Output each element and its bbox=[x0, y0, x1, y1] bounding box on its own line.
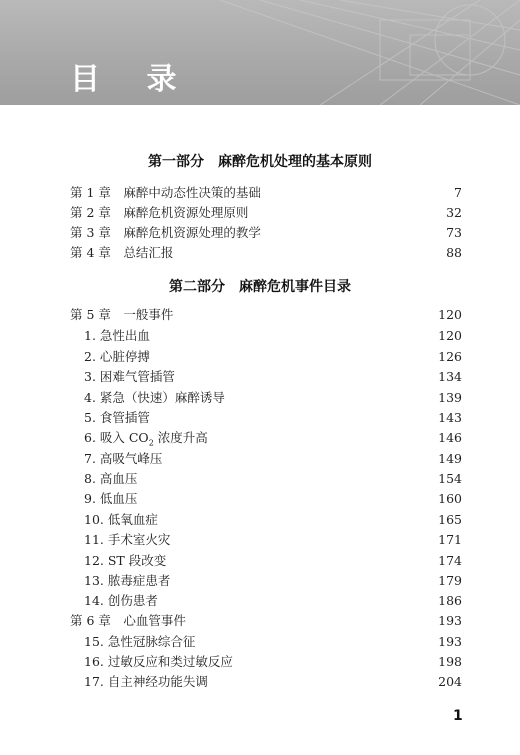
toc-entry[interactable] bbox=[70, 305, 462, 325]
toc-entry-page: 134 bbox=[438, 369, 462, 384]
toc-entry[interactable] bbox=[70, 571, 462, 591]
toc-entry[interactable] bbox=[70, 591, 462, 611]
toc-entry-label: 9. 低血压 bbox=[84, 491, 138, 506]
toc-entry-label: 14. 创伤患者 bbox=[84, 593, 158, 608]
toc-entry-label: 第 2 章 麻醉危机资源处理原则 bbox=[70, 205, 249, 220]
toc-entry[interactable] bbox=[70, 530, 462, 550]
toc-entry-page: 73 bbox=[446, 225, 462, 240]
toc-entry-label: 1. 急性出血 bbox=[84, 328, 150, 343]
toc-entry-page: 204 bbox=[438, 674, 462, 689]
toc-entry-page: 120 bbox=[438, 328, 462, 343]
toc-entry-label: 16. 过敏反应和类过敏反应 bbox=[84, 654, 233, 669]
toc-entry-page: 186 bbox=[438, 593, 462, 608]
toc-entry-label: 17. 自主神经功能失调 bbox=[84, 674, 208, 689]
toc-entry-label: 第 5 章 一般事件 bbox=[70, 307, 174, 322]
toc-entry-page: 198 bbox=[438, 654, 462, 669]
toc-entry[interactable] bbox=[70, 203, 462, 223]
toc-entry[interactable] bbox=[70, 672, 462, 692]
toc-entry-page: 32 bbox=[446, 205, 462, 220]
toc-entry-label: 12. ST 段改变 bbox=[84, 553, 167, 568]
toc-entry[interactable] bbox=[70, 469, 462, 489]
toc-entry-page: 139 bbox=[438, 390, 462, 405]
toc-entry-label: 2. 心脏停搏 bbox=[84, 349, 150, 364]
toc-entry-page: 149 bbox=[438, 451, 462, 466]
toc-entry-label: 第 3 章 麻醉危机资源处理的教学 bbox=[70, 225, 261, 240]
page-number: 1 bbox=[453, 708, 463, 724]
toc-entry-label: 3. 困难气管插管 bbox=[84, 369, 175, 384]
toc-entry-page: 154 bbox=[438, 471, 462, 486]
toc-entry-label: 8. 高血压 bbox=[84, 471, 138, 486]
toc-entry[interactable] bbox=[70, 388, 462, 408]
toc-entry[interactable] bbox=[70, 367, 462, 387]
toc-entry[interactable] bbox=[70, 489, 462, 509]
toc-entry-label: 第 4 章 总结汇报 bbox=[70, 245, 174, 260]
toc-entry-label-post: 浓度升高 bbox=[153, 430, 208, 445]
toc-entry-label: 4. 紧急（快速）麻醉诱导 bbox=[84, 390, 225, 405]
toc-entry-page: 174 bbox=[438, 553, 462, 568]
toc-entry-page: 88 bbox=[446, 245, 462, 260]
part1-heading: 第一部分 麻醉危机处理的基本原则 bbox=[148, 154, 372, 170]
toc-entry[interactable] bbox=[70, 408, 462, 428]
header-banner bbox=[0, 0, 520, 105]
toc-entry-page: 126 bbox=[438, 349, 462, 364]
toc-entry-page: 171 bbox=[438, 532, 462, 547]
toc-entry[interactable] bbox=[70, 652, 462, 672]
toc-entry-page: 179 bbox=[438, 573, 462, 588]
toc-entry-label: 11. 手术室火灾 bbox=[84, 532, 171, 547]
part2-heading: 第二部分 麻醉危机事件目录 bbox=[169, 279, 351, 295]
toc-entry[interactable] bbox=[70, 510, 462, 530]
toc-entry[interactable] bbox=[70, 183, 462, 203]
toc-entry-label: 13. 脓毒症患者 bbox=[84, 573, 171, 588]
toc-entry[interactable] bbox=[70, 428, 462, 448]
toc-entry-page: 193 bbox=[438, 634, 462, 649]
toc-entry-label: 第 1 章 麻醉中动态性决策的基础 bbox=[70, 185, 261, 200]
toc-entry-page: 120 bbox=[438, 307, 462, 322]
toc-entry-label: 10. 低氧血症 bbox=[84, 512, 158, 527]
page-title: 目 录 bbox=[70, 62, 195, 97]
toc-entry-page: 146 bbox=[438, 430, 462, 445]
toc-entry[interactable] bbox=[70, 243, 462, 263]
toc-entry-page: 165 bbox=[438, 512, 462, 527]
toc-entry-label: 7. 高吸气峰压 bbox=[84, 451, 163, 466]
toc-entry[interactable] bbox=[70, 223, 462, 243]
toc-entry-label-sub: 2 bbox=[148, 438, 154, 448]
toc-entry[interactable] bbox=[70, 326, 462, 346]
toc-entry-label: 第 6 章 心血管事件 bbox=[70, 613, 186, 628]
toc-entry[interactable] bbox=[70, 632, 462, 652]
toc-entry-label: 5. 食管插管 bbox=[84, 410, 150, 425]
toc-entry-page: 143 bbox=[438, 410, 462, 425]
toc-entry[interactable] bbox=[70, 347, 462, 367]
toc-entry-label: 15. 急性冠脉综合征 bbox=[84, 634, 196, 649]
toc-entry-page: 7 bbox=[454, 185, 462, 200]
toc-entry-page: 160 bbox=[438, 491, 462, 506]
toc-entry[interactable] bbox=[70, 449, 462, 469]
toc-entry[interactable] bbox=[70, 551, 462, 571]
toc-entry-label-pre: 6. 吸入 CO bbox=[84, 430, 149, 445]
toc-entry-page: 193 bbox=[438, 613, 462, 628]
toc-entry[interactable] bbox=[70, 611, 462, 631]
